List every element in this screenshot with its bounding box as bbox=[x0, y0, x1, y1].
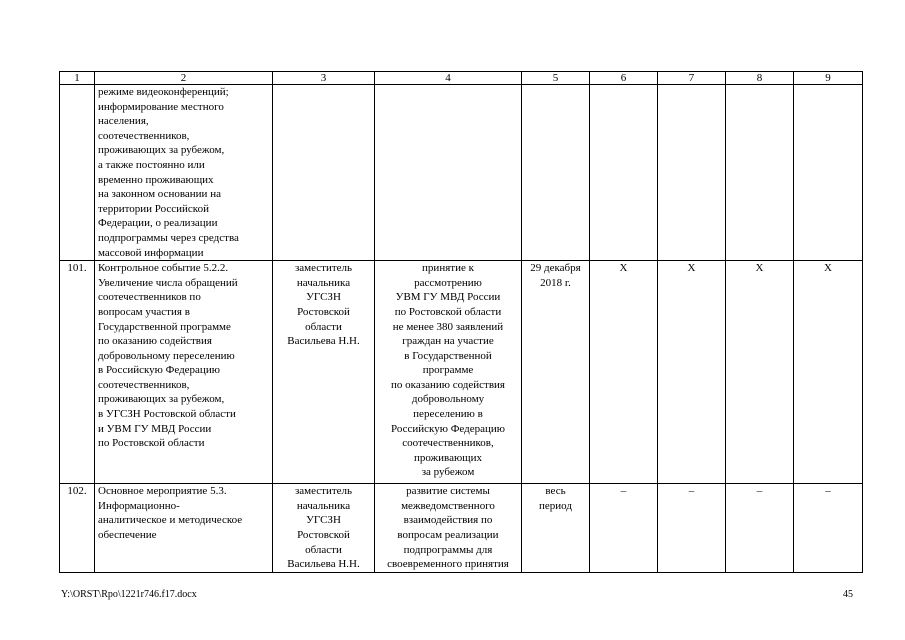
file-path: Y:\ORST\Rpo\1221r746.f17.docx bbox=[61, 589, 197, 600]
term-cell bbox=[522, 85, 590, 261]
term-cell: весь период bbox=[522, 484, 590, 573]
header-cell: 6 bbox=[590, 72, 658, 85]
year-cell: X bbox=[726, 261, 794, 484]
term-cell: 29 декабря 2018 г. bbox=[522, 261, 590, 484]
table-row bbox=[60, 261, 863, 484]
responsible-cell: заместитель начальника УГСЗН Ростовской области Васильева Н.Н. bbox=[273, 261, 375, 484]
result-cell: развитие системы межведомственного взаимодействия по вопросам реализации подпрограммы для своевременного принятия bbox=[375, 484, 522, 573]
responsible-cell: заместитель начальника УГСЗН Ростовской области Васильева Н.Н. bbox=[273, 484, 375, 573]
table-header-row bbox=[60, 72, 863, 85]
header-cell: 8 bbox=[726, 72, 794, 85]
row-number: 102. bbox=[60, 484, 95, 573]
year-cell: – bbox=[726, 484, 794, 573]
result-cell bbox=[375, 85, 522, 261]
page-number: 45 bbox=[843, 589, 853, 600]
year-cell: – bbox=[590, 484, 658, 573]
header-cell: 4 bbox=[375, 72, 522, 85]
year-cell: – bbox=[658, 484, 726, 573]
header-cell: 9 bbox=[794, 72, 863, 85]
year-cell: X bbox=[590, 261, 658, 484]
header-cell: 3 bbox=[273, 72, 375, 85]
table-row bbox=[60, 85, 863, 261]
year-cell: X bbox=[658, 261, 726, 484]
event-cell: Основное мероприятие 5.3. Информационно- аналитическое и методическое обеспечение bbox=[95, 484, 273, 573]
header-cell: 5 bbox=[522, 72, 590, 85]
row-number bbox=[60, 85, 95, 261]
plan-table bbox=[59, 71, 863, 573]
row-number: 101. bbox=[60, 261, 95, 484]
year-cell bbox=[726, 85, 794, 261]
result-cell: принятие к рассмотрению УВМ ГУ МВД России по Ростовской области не менее 380 заявлений граждан на участие в Государственной программе по оказанию содействия добровольному переселению в Российскую Федерацию соотечественников, проживающих за рубежом bbox=[375, 261, 522, 484]
year-cell bbox=[590, 85, 658, 261]
table-row bbox=[60, 484, 863, 573]
year-cell: X bbox=[794, 261, 863, 484]
event-cell: Контрольное событие 5.2.2. Увеличение числа обращений соотечественников по вопросам участия в Государственной программе по оказанию содействия добровольному переселению в Российскую Федерацию соотечественников, проживающих за рубежом, в УГСЗН Ростовской области и УВМ ГУ МВД России по Ростовской области bbox=[95, 261, 273, 484]
year-cell bbox=[794, 85, 863, 261]
header-cell: 1 bbox=[60, 72, 95, 85]
header-cell: 2 bbox=[95, 72, 273, 85]
event-cell: режиме видеоконференций; информирование местного населения, соотечественников, проживающих за рубежом, а также постоянно или временно проживающих на законном основании на территории Российской Федерации, о реализации подпрограммы через средства массовой информации bbox=[95, 85, 273, 261]
year-cell bbox=[658, 85, 726, 261]
year-cell: – bbox=[794, 484, 863, 573]
responsible-cell bbox=[273, 85, 375, 261]
header-cell: 7 bbox=[658, 72, 726, 85]
